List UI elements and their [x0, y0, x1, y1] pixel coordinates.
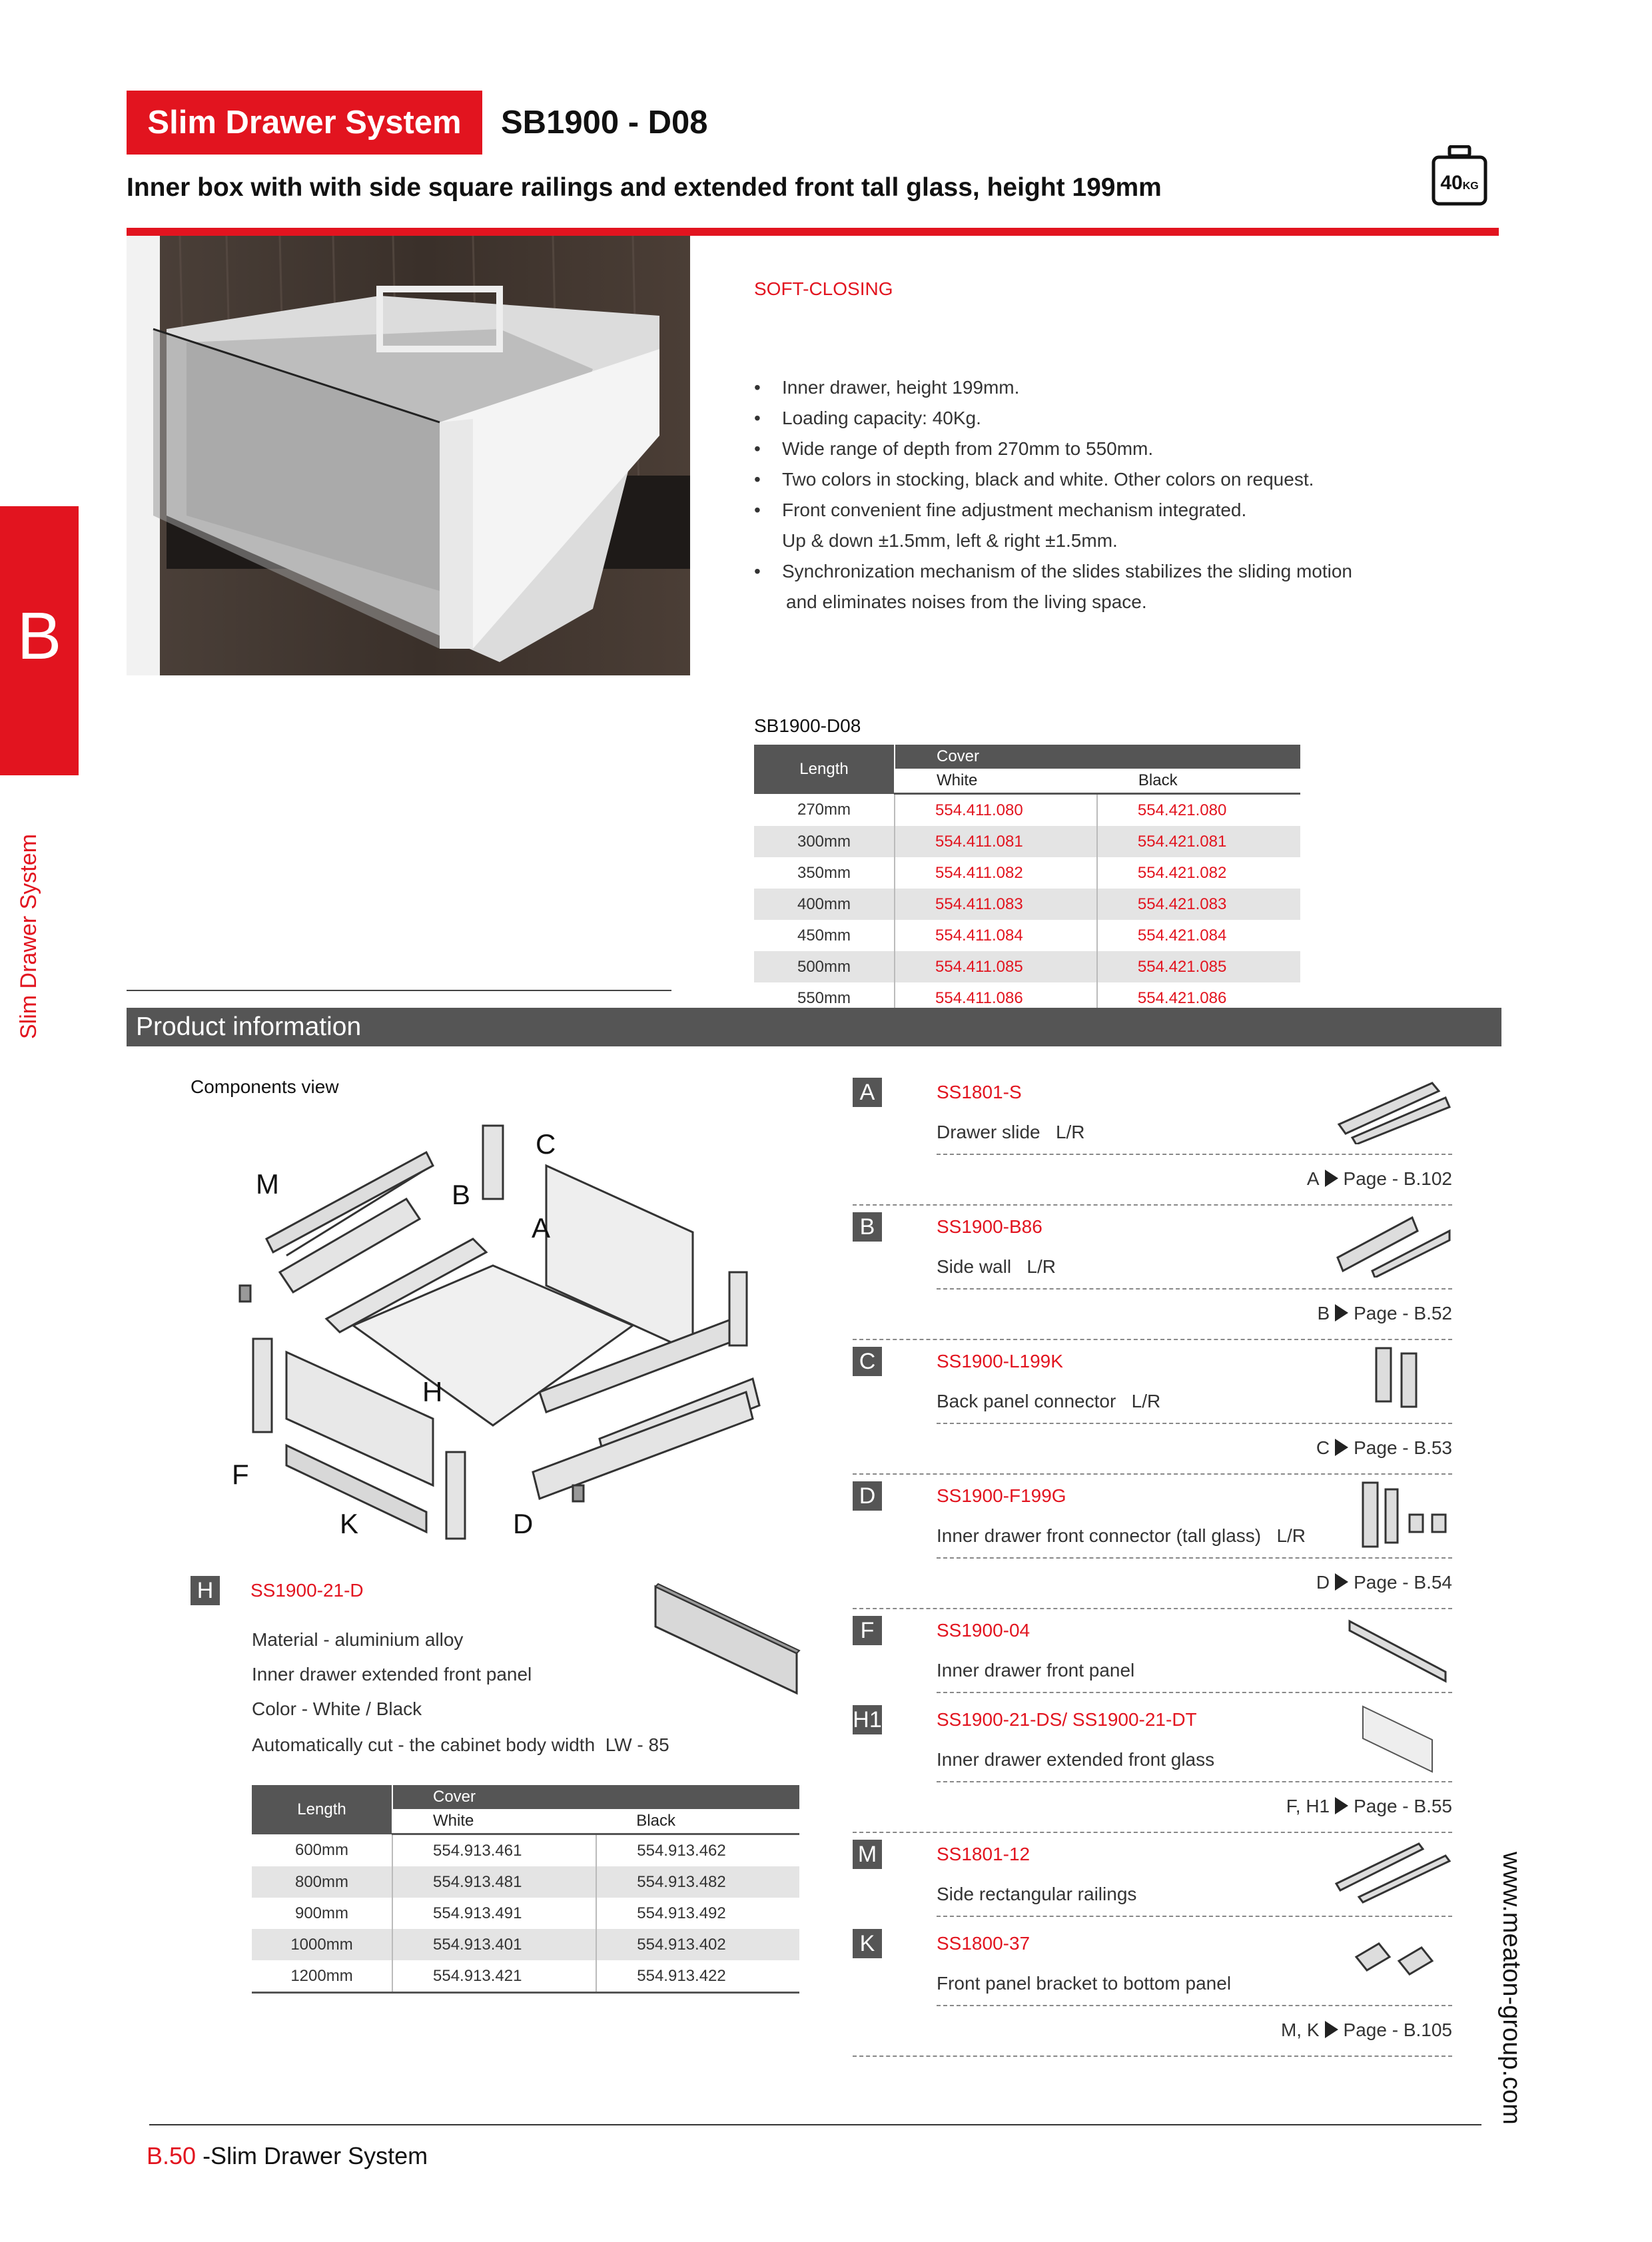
black-code-cell: 554.913.422 [596, 1960, 799, 1993]
footer-section: -Slim Drawer System [196, 2142, 428, 2169]
white-code-cell: 554.913.401 [392, 1929, 596, 1960]
arrow-right-icon [1335, 1304, 1348, 1321]
footer [147, 2142, 428, 2170]
page-ref: D Page - B.54 [1316, 1572, 1452, 1593]
part-code: SS1900-21-DS/ SS1900-21-DT [937, 1709, 1197, 1730]
part-desc: Side rectangular railings [937, 1884, 1137, 1904]
list-item: • Wide range of depth from 270mm to 550mm. [754, 438, 1154, 459]
length-cell: 1200mm [252, 1960, 392, 1993]
length-cell: 550mm [754, 982, 895, 1015]
part-letter-h: H [191, 1576, 220, 1605]
white-code-cell: 554.913.421 [392, 1960, 596, 1993]
part-code: SS1900-F199G [937, 1485, 1066, 1506]
length-cell: 500mm [754, 951, 895, 982]
component-list [853, 1078, 1452, 2063]
product-info-bar: Product information [127, 1008, 1501, 1046]
page-ref: C Page - B.53 [1316, 1437, 1452, 1458]
diagram-label-b: B [452, 1179, 471, 1210]
table-row [754, 794, 1300, 827]
model-title: SB1900 - D08 [501, 105, 708, 141]
white-code-cell: 554.913.481 [392, 1866, 596, 1898]
part-letter: M [853, 1840, 882, 1869]
col-black: Black [596, 1809, 799, 1834]
list-item: • Front convenient fine adjustment mechanism integrated. [754, 500, 1247, 520]
part-code: SS1900-L199K [937, 1351, 1063, 1371]
diagram-label-d: D [513, 1508, 534, 1539]
product-photo [127, 236, 690, 675]
black-code-cell: 554.913.462 [637, 1841, 726, 1860]
exploded-diagram [226, 1112, 773, 1552]
page-ref: F, H1 Page - B.55 [1286, 1796, 1452, 1816]
table-row [754, 920, 1300, 951]
divider [853, 1608, 1452, 1609]
length-cell: 800mm [252, 1866, 392, 1898]
list-item: • Two colors in stocking, black and white. Other colors on request. [754, 469, 1314, 490]
col-white: White [895, 769, 1097, 794]
divider [853, 2055, 1452, 2057]
black-code-cell: 554.421.083 [1137, 895, 1227, 913]
col-cover: Cover [392, 1785, 799, 1809]
divider [853, 1473, 1452, 1475]
weight-value: 40 [1440, 172, 1463, 194]
length-cell: 1000mm [252, 1929, 392, 1960]
white-code-cell: 554.411.082 [895, 857, 1097, 889]
components-view-label: Components view [191, 1076, 339, 1097]
arrow-right-icon [1325, 2021, 1338, 2038]
table-row [754, 826, 1300, 857]
white-code-cell: 554.411.084 [895, 920, 1097, 951]
table-row [754, 951, 1300, 982]
extended-panel-image [650, 1580, 803, 1700]
h-spec-table [252, 1785, 799, 1994]
divider [937, 1781, 1452, 1782]
divider [937, 1557, 1452, 1559]
list-item: and eliminates noises from the living space. [786, 591, 1147, 612]
divider [853, 1204, 1452, 1206]
part-desc: Front panel bracket to bottom panel [937, 1973, 1232, 1994]
part-code: SS1801-12 [937, 1844, 1031, 1864]
white-code-cell: 554.411.083 [895, 889, 1097, 920]
part-code: SS1801-S [937, 1082, 1022, 1102]
black-code-cell: 554.421.082 [1137, 863, 1227, 882]
section-vertical-label: Slim Drawer System [16, 834, 41, 1039]
black-code-cell: 554.913.482 [637, 1872, 726, 1891]
white-code-cell: 554.411.080 [895, 794, 1097, 827]
table-row [252, 1929, 799, 1960]
main-spec-table [754, 745, 1300, 1016]
front-connector-image [1359, 1479, 1452, 1552]
list-item: • Inner drawer, height 199mm. [754, 377, 1020, 398]
white-code-cell: 554.913.461 [392, 1834, 596, 1867]
footer-divider [149, 2124, 1481, 2125]
diagram-label-m: M [256, 1168, 279, 1200]
railings-image [1332, 1837, 1452, 1904]
diagram-label-h: H [422, 1376, 443, 1407]
subtitle: Inner box with with side square railings and extended front tall glass, height 199mm [127, 173, 1162, 202]
list-item: • Synchronization mechanism of the slides stabilizes the sliding motion [754, 561, 1352, 581]
arrow-right-icon [1325, 1170, 1338, 1187]
length-cell: 300mm [754, 826, 895, 857]
part-h-line: Material - aluminium alloy [252, 1629, 464, 1650]
part-code: SS1900-B86 [937, 1216, 1042, 1237]
table-row [252, 1898, 799, 1929]
category-title: Slim Drawer System [127, 91, 482, 155]
divider [937, 2005, 1452, 2006]
black-code-cell: 554.913.402 [637, 1935, 726, 1954]
part-desc: Inner drawer extended front glass [937, 1749, 1215, 1770]
page-ref: A Page - B.102 [1306, 1168, 1452, 1189]
col-white: White [392, 1809, 596, 1834]
part-letter: A [853, 1078, 882, 1107]
front-panel-image [1346, 1615, 1452, 1688]
part-code-h: SS1900-21-D [250, 1580, 364, 1601]
part-desc: Side wall L/R [937, 1256, 1056, 1277]
weight-icon [1431, 145, 1488, 206]
diagram-label-k: K [340, 1508, 359, 1539]
white-code-cell: 554.411.085 [895, 951, 1097, 982]
page-ref: B Page - B.52 [1317, 1303, 1452, 1323]
length-cell: 400mm [754, 889, 895, 920]
table-row [252, 1960, 799, 1993]
black-code-cell: 554.913.492 [637, 1904, 726, 1922]
page-ref: M, K Page - B.105 [1280, 2020, 1452, 2040]
part-desc: Inner drawer front connector (tall glass) L/R [937, 1525, 1306, 1546]
section-letter: B [17, 599, 62, 673]
part-letter: K [853, 1929, 882, 1958]
soft-closing-tag: SOFT-CLOSING [754, 278, 893, 299]
length-cell: 450mm [754, 920, 895, 951]
col-length: Length [754, 745, 895, 794]
part-letter: D [853, 1481, 882, 1511]
drawer-slide-image [1332, 1078, 1452, 1144]
divider [937, 1916, 1452, 1917]
table-row [252, 1834, 799, 1867]
divider [937, 1692, 1452, 1693]
part-desc: Inner drawer front panel [937, 1660, 1135, 1681]
part-h-line: Automatically cut - the cabinet body width LW - 85 [252, 1734, 669, 1755]
table-row [754, 857, 1300, 889]
white-code-cell: 554.411.081 [895, 826, 1097, 857]
black-code-cell: 554.421.086 [1097, 982, 1300, 1015]
part-desc: Drawer slide L/R [937, 1122, 1085, 1142]
part-letter: B [853, 1212, 882, 1242]
part-h-line: Color - White / Black [252, 1698, 422, 1719]
diagram-label-c: C [536, 1128, 556, 1160]
col-length: Length [252, 1785, 392, 1834]
col-black: Black [1097, 769, 1300, 794]
divider [853, 1339, 1452, 1340]
page-number: B.50 [147, 2142, 197, 2169]
table-row [252, 1866, 799, 1898]
table-row [754, 889, 1300, 920]
arrow-right-icon [1335, 1573, 1348, 1591]
list-item: Up & down ±1.5mm, left & right ±1.5mm. [782, 530, 1118, 551]
list-item: • Loading capacity: 40Kg. [754, 408, 981, 428]
part-code: SS1900-04 [937, 1620, 1031, 1641]
diagram-label-f: F [232, 1459, 249, 1490]
black-code-cell: 554.421.084 [1137, 926, 1227, 944]
part-letter: C [853, 1347, 882, 1376]
divider [127, 990, 671, 991]
extended-glass-image [1359, 1702, 1439, 1776]
weight-unit: KG [1462, 181, 1479, 192]
section-tab [0, 506, 79, 775]
length-cell: 350mm [754, 857, 895, 889]
diagram-label-a: A [532, 1212, 551, 1244]
back-connector-image [1372, 1344, 1426, 1411]
part-letter: H1 [853, 1705, 882, 1734]
part-desc: Back panel connector L/R [937, 1391, 1161, 1411]
part-code: SS1800-37 [937, 1933, 1031, 1954]
black-code-cell: 554.421.080 [1137, 801, 1227, 819]
arrow-right-icon [1335, 1797, 1348, 1814]
divider [853, 1832, 1452, 1833]
website-url[interactable]: www.meaton-group.com [1497, 1852, 1525, 2125]
length-cell: 900mm [252, 1898, 392, 1929]
bracket-image [1352, 1937, 1439, 1984]
main-table-title: SB1900-D08 [754, 715, 861, 736]
header-divider [127, 228, 1499, 236]
arrow-right-icon [1335, 1439, 1348, 1456]
black-code-cell: 554.421.081 [1137, 832, 1227, 851]
side-wall-image [1332, 1211, 1452, 1278]
white-code-cell: 554.411.086 [895, 982, 1097, 1015]
white-code-cell: 554.913.491 [392, 1898, 596, 1929]
length-cell: 600mm [252, 1834, 392, 1867]
divider [937, 1154, 1452, 1155]
divider [937, 1423, 1452, 1424]
length-cell: 270mm [754, 794, 895, 827]
black-code-cell: 554.421.085 [1137, 957, 1227, 976]
col-cover: Cover [895, 745, 1300, 769]
part-letter: F [853, 1616, 882, 1645]
divider [937, 1288, 1452, 1290]
part-h-line: Inner drawer extended front panel [252, 1664, 532, 1684]
